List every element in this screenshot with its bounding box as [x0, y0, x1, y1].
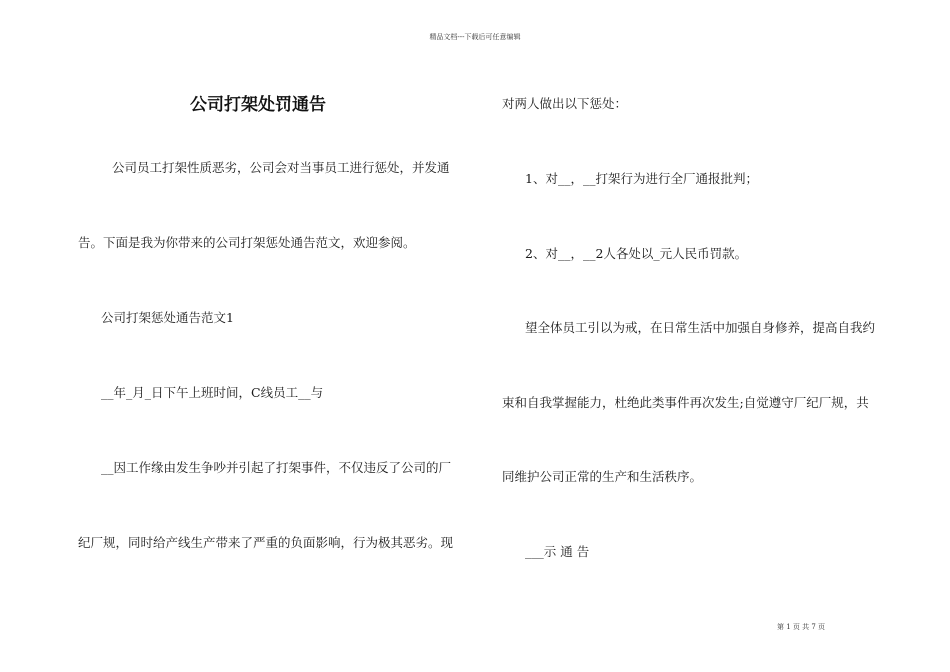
page-header-note: 精品文档---下载后可任意编辑	[429, 33, 521, 41]
paragraph-line: 对两人做出以下惩处：	[502, 96, 628, 111]
paragraph-line: 束和自我掌握能力，杜绝此类事件再次发生;自觉遵守厂纪厂规，共	[502, 395, 869, 410]
penalty-item-2: 2、对__，__2人各处以_元人民币罚款。	[525, 246, 748, 261]
penalty-item-1: 1、对__，__打架行为进行全厂通报批判；	[525, 171, 758, 186]
paragraph-line: 公司员工打架性质恶劣，公司会对当事员工进行惩处，并发通	[112, 160, 450, 175]
section-heading: 公司打架惩处通告范文1	[101, 310, 234, 325]
notice-signature: ___示 通 告	[525, 544, 590, 559]
paragraph-line: 望全体员工引以为戒，在日常生活中加强自身修养，提高自我约	[525, 320, 876, 335]
paragraph-line: 同维护公司正常的生产和生活秩序。	[502, 469, 703, 484]
document-title: 公司打架处罚通告	[190, 95, 326, 115]
paragraph-line: 告。下面是我为你带来的公司打架惩处通告范文，欢迎参阅。	[78, 235, 416, 250]
paragraph-line: 纪厂规，同时给产线生产带来了严重的负面影响，行为极其恶劣。现	[78, 535, 454, 550]
paragraph-line: __年_月_日下午上班时间，C线员工__与	[101, 385, 324, 400]
paragraph-line: __因工作缘由发生争吵并引起了打架事件，不仅违反了公司的厂	[101, 460, 452, 475]
page-number: 第 1 页 共 7 页	[777, 623, 826, 631]
